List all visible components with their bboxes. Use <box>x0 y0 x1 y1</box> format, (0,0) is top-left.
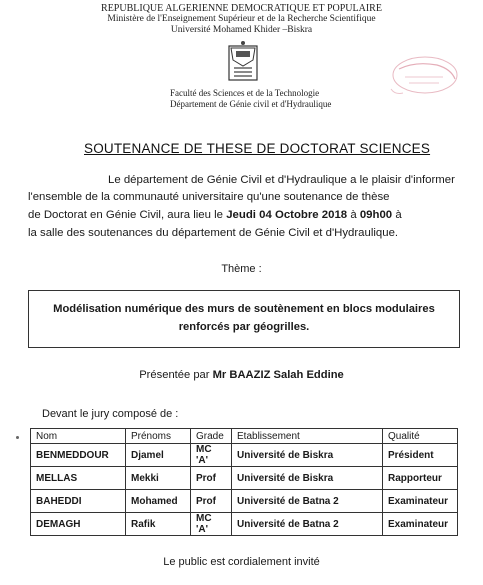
theme-box <box>28 290 460 348</box>
page-title: SOUTENANCE DE THESE DE DOCTORAT SCIENCES <box>84 141 431 156</box>
jury-etablissement: Université de Biskra <box>232 467 383 490</box>
jury-header-row <box>31 429 458 444</box>
defense-time: 09h00 <box>359 209 393 221</box>
header-republic: REPUBLIQUE ALGERIENNE DEMOCRATIQUE ET POPULAIRE <box>101 3 382 14</box>
jury-prenom: Djamel <box>126 444 191 467</box>
jury-prenom: Mekki <box>126 467 191 490</box>
jury-qualite: Examinateur <box>383 513 458 536</box>
defense-date: 04 Octobre 2018 <box>259 209 348 221</box>
header-qualite: Qualité <box>383 429 458 444</box>
jury-nom: BAHEDDI <box>31 490 126 513</box>
department-name: Département de Génie civil et d'Hydraulique <box>170 99 332 109</box>
theme-line-2: renforcés par géogrilles. <box>178 321 310 333</box>
theme-label: Thème : <box>221 263 262 275</box>
theme-line-1: Modélisation numérique des murs de soutènement en blocs modulaires <box>53 303 435 315</box>
jury-grade: Prof <box>191 490 232 513</box>
candidate-name: Mr BAAZIZ Salah Eddine <box>212 369 344 381</box>
defense-day: Jeudi <box>226 209 256 221</box>
at-word: à <box>350 209 357 221</box>
margin-dot <box>16 436 19 439</box>
jury-intro: Devant le jury composé de : <box>42 408 179 420</box>
presented-by <box>0 369 483 381</box>
announcement-line-2: l'ensemble de la communauté universitaire qu'une soutenance de thèse <box>28 191 390 203</box>
header-etablissement: Etablissement <box>232 429 383 444</box>
jury-qualite: Examinateur <box>383 490 458 513</box>
jury-grade: MC 'A' <box>191 513 232 536</box>
jury-row <box>31 467 458 490</box>
presented-prefix: Présentée par <box>139 369 210 381</box>
announcement-line-1: Le département de Génie Civil et d'Hydraulique a le plaisir d'informer <box>108 174 455 186</box>
jury-qualite: Rapporteur <box>383 467 458 490</box>
jury-etablissement: Université de Batna 2 <box>232 490 383 513</box>
jury-nom: DEMAGH <box>31 513 126 536</box>
jury-prenom: Rafik <box>126 513 191 536</box>
jury-nom: MELLAS <box>31 467 126 490</box>
jury-grade: MC 'A' <box>191 444 232 467</box>
jury-etablissement: Université de Biskra <box>232 444 383 467</box>
header-university: Université Mohamed Khider –Biskra <box>170 25 313 35</box>
jury-qualite: Président <box>383 444 458 467</box>
header-prenoms: Prénoms <box>126 429 191 444</box>
jury-prenom: Mohamed <box>126 490 191 513</box>
header-ministry: Ministère de l'Enseignement Supérieur et de la Recherche Scientifique <box>107 14 376 24</box>
jury-grade: Prof <box>191 467 232 490</box>
header-nom: Nom <box>31 429 126 444</box>
announcement-line-4: la salle des soutenances du département de Génie Civil et d'Hydraulique. <box>28 227 399 239</box>
jury-row <box>31 513 458 536</box>
closing-invitation: Le public est cordialement invité <box>163 556 320 568</box>
line-3-end: à <box>395 209 402 221</box>
announcement-line-3-text: de Doctorat en Génie Civil, aura lieu le <box>28 209 224 221</box>
university-logo-icon <box>226 40 260 84</box>
jury-table <box>30 428 458 536</box>
jury-row <box>31 444 458 467</box>
header-grade: Grade <box>191 429 232 444</box>
announcement-line-3 <box>28 208 402 222</box>
faculty-name: Faculté des Sciences et de la Technologie <box>170 88 320 98</box>
jury-nom: BENMEDDOUR <box>31 444 126 467</box>
jury-etablissement: Université de Batna 2 <box>232 513 383 536</box>
official-stamp-icon <box>385 55 461 99</box>
jury-row <box>31 490 458 513</box>
